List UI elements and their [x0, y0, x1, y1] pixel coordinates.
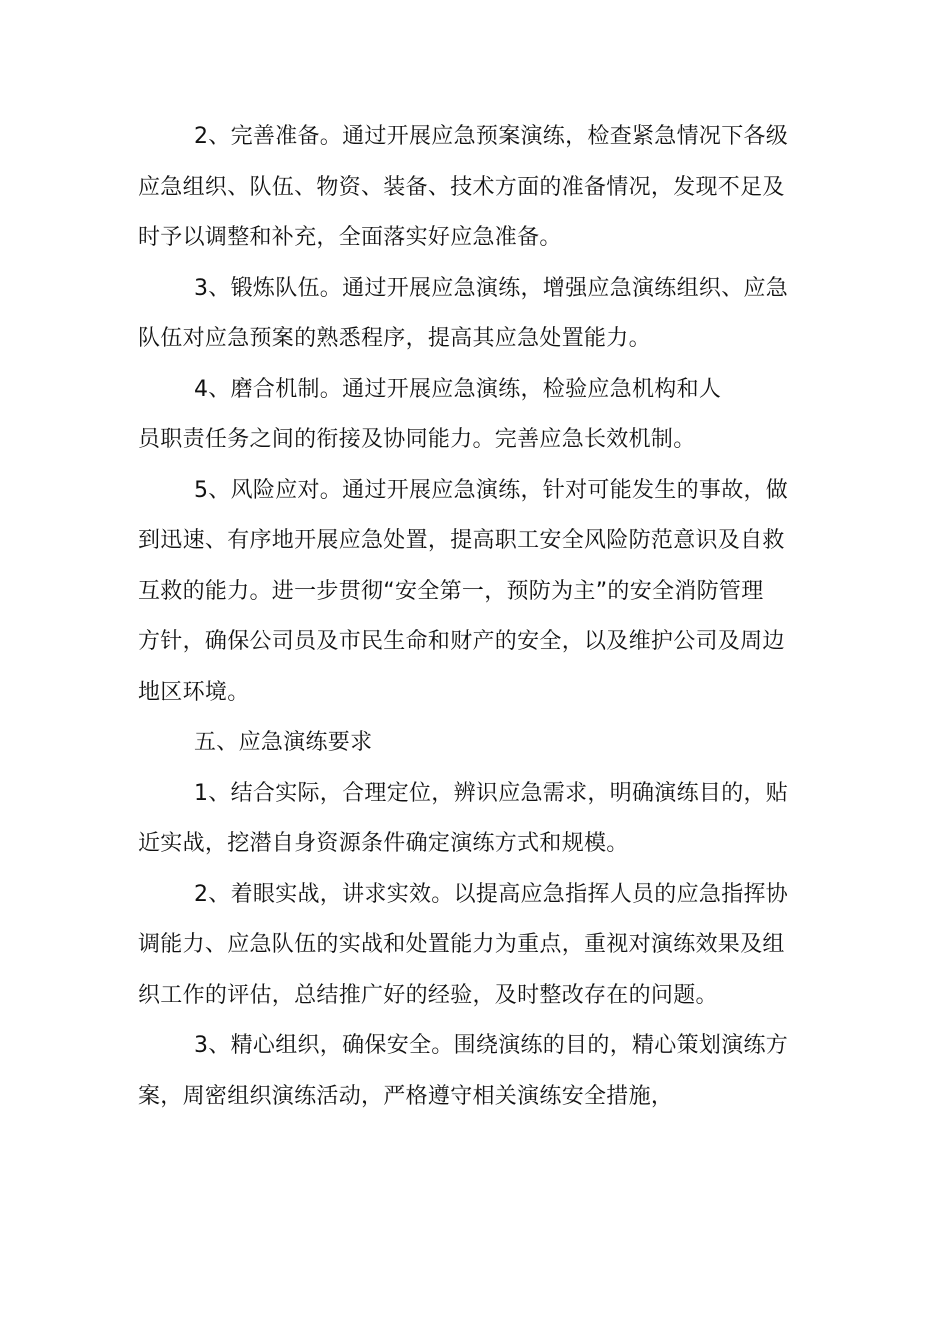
text-line: 案，周密组织演练活动，严格遵守相关演练安全措施， [138, 1083, 674, 1109]
text-line: 时予以调整和补充，全面落实好应急准备。 [138, 225, 562, 250]
text-line: 员职责任务之间的衔接及协同能力。完善应急长效机制。 [138, 427, 696, 452]
text-line: 3、精心组织，确保安全。围绕演练的目的，精心策划演练方 [194, 1033, 789, 1058]
text-line: 互救的能力。进一步贯彻“安全第一，预防为主”的安全消防管理 [138, 578, 764, 604]
paragraph-running-in-mechanism [138, 365, 820, 466]
text-line: 2、着眼实战，讲求实效。以提高应急指挥人员的应急指挥协 [194, 881, 789, 907]
text-line: 5、风险应对。通过开展应急演练，针对可能发生的事故，做 [194, 477, 789, 503]
section-heading: 五、应急演练要求 [194, 730, 373, 755]
text-line: 应急组织、队伍、物资、装备、技术方面的准备情况，发现不足及 [138, 174, 785, 200]
text-line: 到迅速、有序地开展应急处置，提高职工安全风险防范意识及自救 [138, 528, 785, 553]
text-line: 4、磨合机制。通过开展应急演练，检验应急机构和人 [194, 376, 722, 402]
paragraph-train-team [138, 264, 820, 365]
paragraph-improve-preparation [138, 112, 820, 264]
text-line: 调能力、应急队伍的实战和处置能力为重点，重视对演练效果及组 [138, 932, 785, 957]
text-line: 织工作的评估，总结推广好的经验，及时整改存在的问题。 [138, 982, 718, 1008]
document-body [138, 112, 820, 1122]
paragraph-combine-reality [138, 769, 820, 870]
text-line: 1、结合实际，合理定位，辨识应急需求，明确演练目的，贴 [194, 780, 789, 806]
section-heading-drill-requirements [138, 718, 820, 769]
text-line: 队伍对应急预案的熟悉程序，提高其应急处置能力。 [138, 326, 651, 351]
text-line: 地区环境。 [138, 679, 250, 705]
text-line: 方针，确保公司员及市民生命和财产的安全，以及维护公司及周边 [138, 629, 785, 654]
text-line: 近实战，挖潜自身资源条件确定演练方式和规模。 [138, 831, 629, 856]
paragraph-focus-on-practice [138, 870, 820, 1022]
paragraph-careful-organization [138, 1021, 820, 1122]
text-line: 2、完善准备。通过开展应急预案演练，检查紧急情况下各级 [194, 124, 789, 149]
paragraph-risk-response [138, 466, 820, 719]
text-line: 3、锻炼队伍。通过开展应急演练，增强应急演练组织、应急 [194, 275, 789, 301]
